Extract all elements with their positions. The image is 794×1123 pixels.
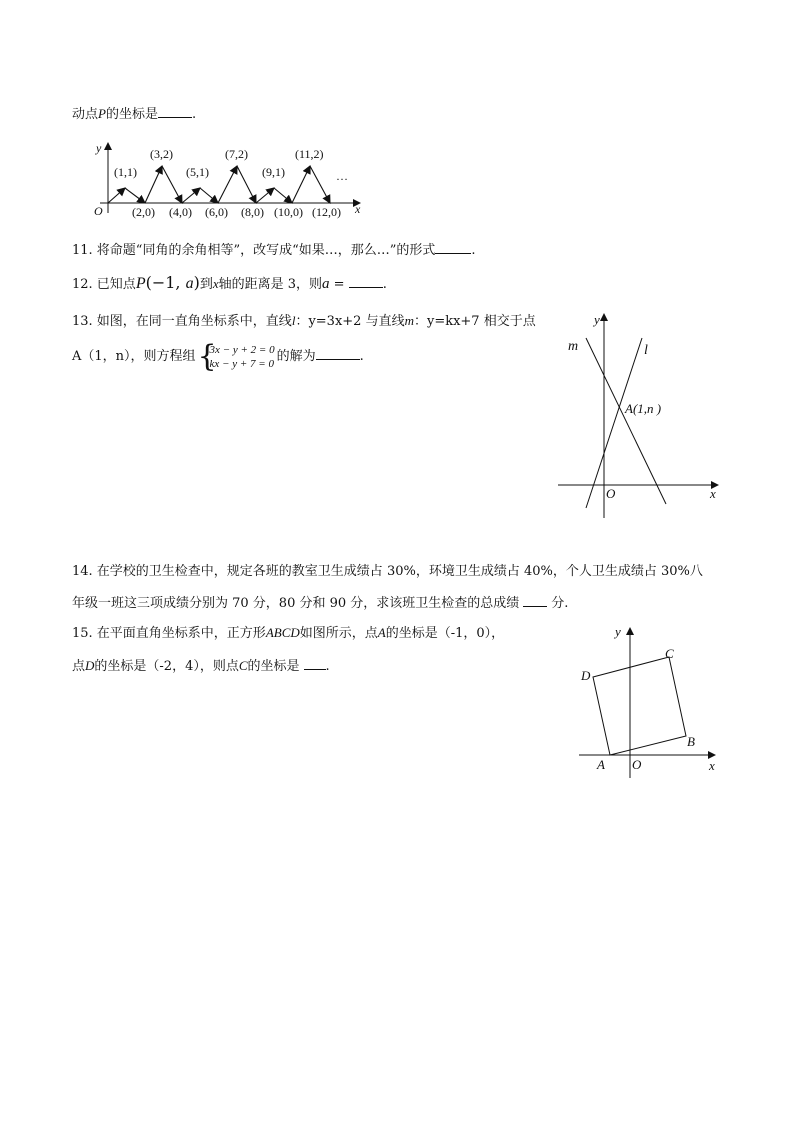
question-13-line1 bbox=[72, 312, 536, 331]
line-m bbox=[586, 338, 666, 504]
x-label: x bbox=[710, 486, 716, 501]
q12-close: ) bbox=[193, 273, 200, 292]
q15-a: A bbox=[377, 625, 386, 640]
peak-label: (3,2) bbox=[150, 147, 173, 161]
zigzag-figure bbox=[90, 138, 370, 223]
peak-label: (7,2) bbox=[225, 147, 248, 161]
vertex-a-label: A bbox=[597, 757, 605, 772]
zigzag-path bbox=[108, 166, 330, 203]
q15-mid: 如图所示，点 bbox=[299, 626, 378, 641]
question-13-line2 bbox=[72, 340, 364, 374]
q12-coord: (−1, bbox=[145, 273, 186, 292]
question-15-line1 bbox=[72, 624, 504, 643]
y-label: y bbox=[615, 624, 621, 639]
peak-label: (9,1) bbox=[262, 165, 285, 179]
base-label: (12,0) bbox=[312, 205, 341, 219]
equation-system bbox=[197, 338, 275, 374]
square-figure bbox=[575, 622, 725, 782]
q12-pre: 12. 已知点 bbox=[72, 277, 136, 292]
answer-blank[interactable] bbox=[316, 346, 360, 360]
q11-text: 11. 将命题“同角的余角相等”，改写成“如果…，那么…”的形式 bbox=[72, 243, 436, 258]
equation-1: 3x − y + 2 = 0 bbox=[209, 343, 275, 356]
y-label: y bbox=[594, 312, 600, 327]
point-a-label: A(1,n ) bbox=[625, 401, 662, 416]
line-m-label: m bbox=[568, 339, 579, 354]
q12-mid: 到 bbox=[199, 277, 213, 292]
answer-blank[interactable] bbox=[304, 656, 326, 670]
question-14-line2 bbox=[72, 593, 568, 613]
q11-end: . bbox=[471, 243, 476, 258]
peak-label: (5,1) bbox=[186, 165, 209, 179]
q12-a: a bbox=[185, 275, 194, 292]
origin-label: O bbox=[606, 486, 616, 501]
prev-var: P bbox=[98, 106, 106, 121]
q13-pre: 13. 如图，在同一直角坐标系中，直线 bbox=[72, 314, 292, 329]
q14-line1: 14. 在学校的卫生检查中，规定各班的教室卫生成绩占 30%，环境卫生成绩占 40%，个人卫生成绩占 30%八 bbox=[72, 564, 703, 579]
base-label: (10,0) bbox=[274, 205, 303, 219]
question-15-line2 bbox=[72, 656, 330, 676]
ellipsis: … bbox=[336, 169, 348, 183]
answer-blank[interactable] bbox=[349, 274, 383, 288]
vertex-b-label: B bbox=[687, 734, 695, 749]
question-11 bbox=[72, 240, 476, 260]
q13-line2-pre: A（1，n），则方程组 bbox=[72, 349, 196, 364]
answer-blank[interactable] bbox=[523, 593, 547, 607]
answer-blank[interactable] bbox=[158, 104, 192, 118]
vertex-d-label: D bbox=[581, 668, 591, 683]
line-l bbox=[586, 338, 642, 508]
question-prev-tail bbox=[72, 104, 196, 124]
q14-line2: 年级一班这三项成绩分别为 70 分，80 分和 90 分，求该班卫生检查的总成绩 bbox=[72, 596, 520, 611]
x-label: x bbox=[709, 758, 715, 773]
q12-mid2: 轴的距离是 3，则 bbox=[218, 277, 323, 292]
question-12 bbox=[72, 274, 387, 294]
q15-line2-pre: 点 bbox=[72, 659, 86, 674]
base-label: (6,0) bbox=[205, 205, 228, 219]
q13-m: m bbox=[404, 313, 414, 328]
vertex-c-label: C bbox=[665, 646, 674, 661]
q12-x: x bbox=[212, 276, 219, 291]
q15-line2-mid: 的坐标是（-2，4），则点 bbox=[94, 659, 239, 674]
square-abcd bbox=[593, 657, 686, 755]
prev-tail: 的坐标是 bbox=[105, 107, 158, 122]
y-label: y bbox=[96, 141, 102, 155]
q13-m-eq: ：y=kx+7 相交于点 bbox=[413, 314, 536, 329]
q13-end: . bbox=[359, 349, 364, 364]
equation-2: kx − y + 7 = 0 bbox=[209, 357, 274, 370]
base-label: (4,0) bbox=[169, 205, 192, 219]
q15-abcd: ABCD bbox=[265, 625, 300, 640]
q15-d: D bbox=[85, 658, 95, 673]
lines-figure bbox=[552, 308, 727, 523]
x-label: x bbox=[355, 202, 361, 216]
brace-icon: { bbox=[197, 338, 217, 374]
q14-unit: 分. bbox=[551, 596, 569, 611]
base-label: (8,0) bbox=[241, 205, 264, 219]
q15-tail: 的坐标是（-1，0）， bbox=[385, 626, 505, 641]
question-14-line1 bbox=[72, 563, 703, 581]
origin-label: O bbox=[94, 204, 103, 218]
q12-point: P bbox=[135, 275, 146, 292]
q13-l: l bbox=[291, 313, 296, 328]
q15-end: . bbox=[325, 659, 330, 674]
q12-a2: a bbox=[322, 276, 330, 292]
prev-text: 动点 bbox=[72, 107, 99, 122]
q12-end: . bbox=[382, 277, 387, 292]
q15-pre: 15. 在平面直角坐标系中，正方形 bbox=[72, 626, 266, 641]
base-label: (2,0) bbox=[132, 205, 155, 219]
line-l-label: l bbox=[644, 343, 648, 358]
q13-line2-tail: 的解为 bbox=[276, 349, 316, 364]
q13-l-eq: ：y=3x+2 与直线 bbox=[295, 314, 405, 329]
q15-c: C bbox=[238, 658, 248, 673]
answer-blank[interactable] bbox=[435, 240, 471, 254]
prev-end: . bbox=[191, 107, 197, 122]
q15-line2-tail: 的坐标是 bbox=[247, 659, 300, 674]
peak-label: (1,1) bbox=[114, 165, 137, 179]
q12-eq: = bbox=[329, 277, 349, 292]
peak-label: (11,2) bbox=[295, 147, 324, 161]
origin-label: O bbox=[632, 757, 642, 772]
